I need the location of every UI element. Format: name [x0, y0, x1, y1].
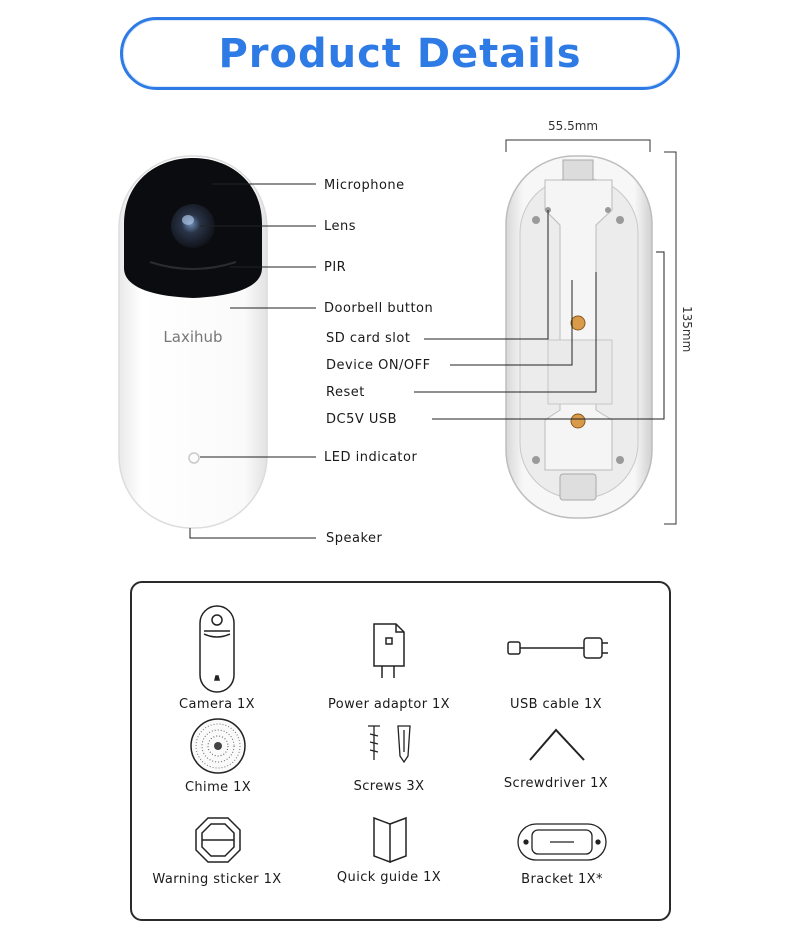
- item-label-warning-sticker: Warning sticker 1X: [152, 872, 282, 887]
- item-label-usb-cable: USB cable 1X: [510, 697, 602, 712]
- chime-icon: [191, 719, 245, 773]
- callout-device-on-off: Device ON/OFF: [326, 358, 431, 373]
- item-label-bracket: Bracket 1X*: [521, 872, 603, 887]
- callout-speaker: Speaker: [326, 531, 383, 546]
- item-label-camera: Camera 1X: [179, 697, 255, 712]
- power-adaptor-icon: [374, 624, 404, 678]
- quick-guide-icon: [374, 818, 406, 862]
- usb-cable-icon: [508, 638, 608, 658]
- item-label-chime: Chime 1X: [184, 780, 252, 795]
- page-title: Product Details: [218, 30, 582, 77]
- warning-sticker-icon: [196, 818, 240, 862]
- callout-dc5v-usb: DC5V USB: [326, 412, 398, 427]
- camera-icon: [200, 606, 234, 692]
- item-label-quick-guide: Quick guide 1X: [336, 870, 442, 885]
- item-label-screwdriver: Screwdriver 1X: [503, 776, 609, 791]
- item-label-power-adaptor: Power adaptor 1X: [328, 697, 450, 712]
- callout-lens: Lens: [324, 219, 357, 234]
- callout-sd-card-slot: SD card slot: [326, 331, 411, 346]
- screwdriver-icon: [530, 730, 584, 760]
- callout-reset: Reset: [326, 385, 365, 400]
- height-dimension: 135mm: [680, 306, 694, 353]
- brand-logo: Laxihub: [163, 328, 223, 346]
- callout-led-indicator: LED indicator: [324, 450, 418, 465]
- bracket-icon: [518, 824, 606, 860]
- callout-pir: PIR: [324, 260, 347, 275]
- item-label-screws: Screws 3X: [353, 779, 425, 794]
- callout-doorbell-button: Doorbell button: [324, 301, 434, 316]
- screws-icon: [368, 726, 410, 762]
- width-dimension: 55.5mm: [548, 119, 599, 133]
- callout-microphone: Microphone: [324, 178, 405, 193]
